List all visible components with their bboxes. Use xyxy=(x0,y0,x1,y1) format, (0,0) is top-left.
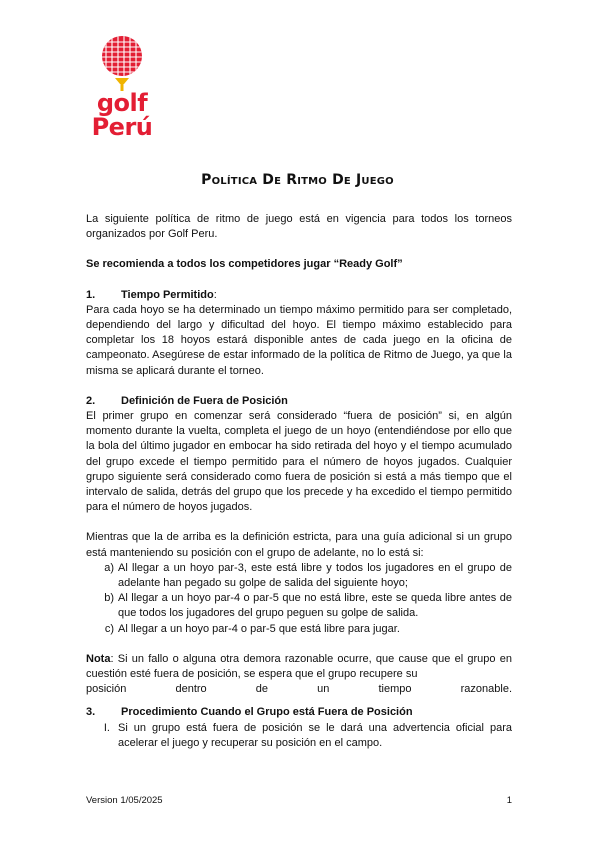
section-2-text: El primer grupo en comenzar será considerado “fuera de posición” si, en algún momento durante la vuelta, completa el juego de un hoyo (entendiéndose por ello que la bola del último jugador en embocar ha sido retirada del hoyo y el tiempo acumulado del grupo excede el tiempo permitido para el número de hoyos jugados. Cualquier grupo siguiente será considerado como fuera de posición si está a más tiempo que el intervalo de salida, detrás del grupo que los precede y ha excedido el tiempo permitido para el número de hoyos jugados. xyxy=(86,410,512,514)
list-item-text: Al llegar a un hoyo par-3, este está libre y todos los jugadores en el grupo de adelante han pegado su golpe de salida del siguiente hoyo; xyxy=(118,561,512,590)
logo-text-golf: golf xyxy=(96,89,148,117)
list-marker: a) xyxy=(104,561,114,574)
section-title: Tiempo Permitido xyxy=(121,288,214,301)
golf-peru-logo xyxy=(84,34,160,144)
page-footer xyxy=(86,795,512,806)
section-2-guide-intro: Mientras que la de arriba es la definición estricta, para una guía adicional si un grupo está manteniendo su posición con el grupo de adelante, no lo está si: xyxy=(86,531,512,559)
note-label: Nota xyxy=(86,652,111,665)
recommendation-line: Se recomienda a todos los competidores jugar “Ready Golf” xyxy=(86,258,403,271)
section-title: Definición de Fuera de Posición xyxy=(121,394,288,407)
list-item-text: Al llegar a un hoyo par-4 o par-5 que no está libre, este se queda libre antes de que todos los jugadores del grupo peguen su golpe de salida. xyxy=(118,592,512,620)
list-item xyxy=(86,622,512,637)
section-title: Procedimiento Cuando el Grupo está Fuera de Posición xyxy=(121,706,413,719)
list-item xyxy=(86,721,512,751)
intro-paragraph: La siguiente política de ritmo de juego está en vigencia para todos los torneos organizados por Golf Peru. xyxy=(86,213,512,241)
list-item xyxy=(86,591,512,621)
page-number: 1 xyxy=(506,795,512,806)
version-label: Version 1/05/2025 xyxy=(86,795,163,806)
document-title: Política De Ritmo De Juego xyxy=(201,172,394,188)
list-item-text: Si un grupo está fuera de posición se le dará una advertencia oficial para acelerar el juego y recuperar su posición en el campo. xyxy=(118,721,512,749)
note-last-line: posición dentro de un tiempo razonable. xyxy=(86,683,512,696)
list-marker: b) xyxy=(104,592,114,605)
section-number: 2. xyxy=(86,394,96,407)
note-paragraph xyxy=(86,652,512,682)
logo-text-peru: Perú xyxy=(91,113,153,141)
section-1-heading xyxy=(86,288,512,303)
section-3-heading xyxy=(86,705,512,720)
section-number: 1. xyxy=(86,288,96,301)
section-number: 3. xyxy=(86,706,96,719)
list-item-text: Al llegar a un hoyo par-4 o par-5 que está libre para jugar. xyxy=(118,622,400,635)
list-marker: c) xyxy=(104,622,114,635)
section-title-suffix: : xyxy=(213,288,217,301)
list-marker: I. xyxy=(103,721,110,734)
section-1-text: Para cada hoyo se ha determinado un tiempo máximo permitido para ser completado, dependiendo del largo y dificultad del hoyo. El tiempo máximo establecido para completar los 18 hoyos estará disponible antes de cada juego en la oficina de campeonato. Asegúrese de estar informado de la política de Ritmo de Juego, ya que la misma se aplicará durante el torneo. xyxy=(86,303,512,377)
list-item xyxy=(86,561,512,591)
note-text: : Si un fallo o alguna otra demora razonable ocurre, que cause que el grupo en cuestión esté fuera de posición, se espera que el grupo recupere su xyxy=(86,652,512,681)
document-body xyxy=(86,212,512,751)
section-2-heading xyxy=(86,394,512,409)
golf-ball-tee-icon xyxy=(84,34,160,96)
